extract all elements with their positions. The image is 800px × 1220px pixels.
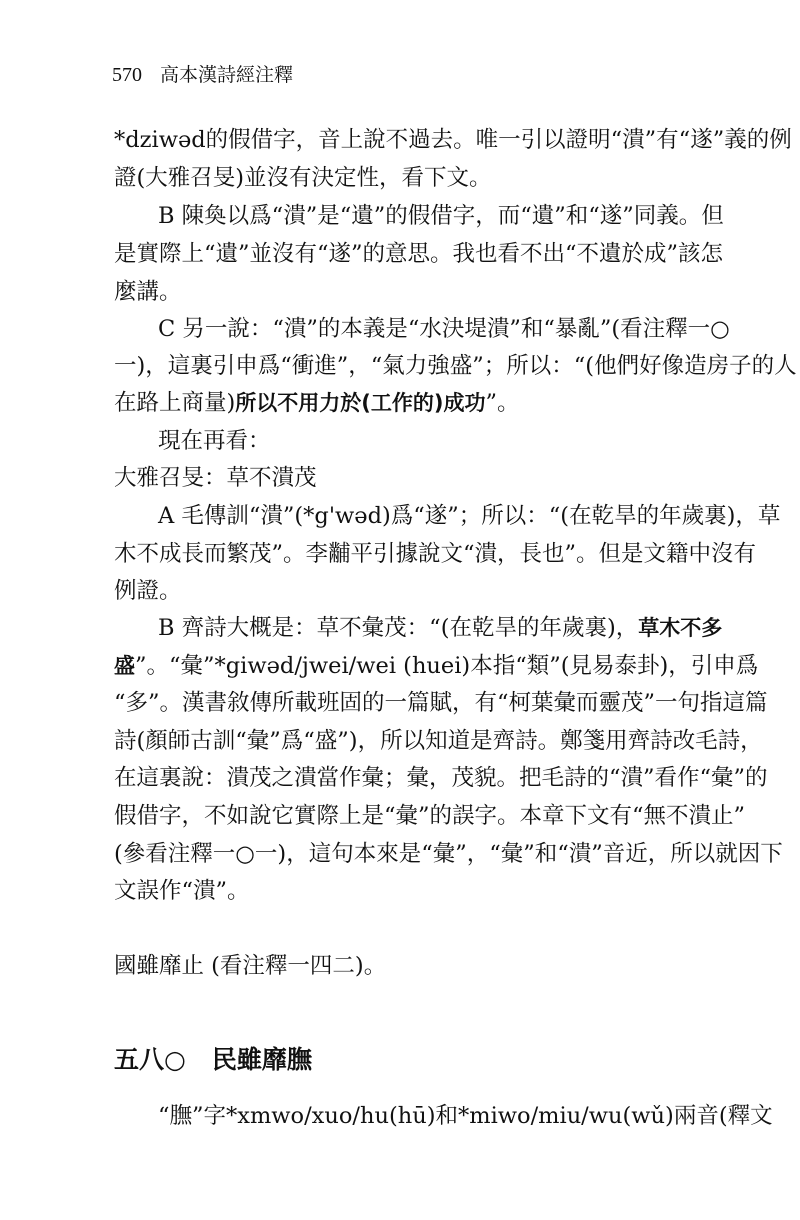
- bold-emphasis: 草木不多: [638, 616, 723, 640]
- book-title: 高本漢詩經注釋: [160, 64, 294, 86]
- text-segment: ”。: [485, 390, 520, 416]
- text-segment: ”。“彙”*giwəd/jwei/wei (huei)本指“類”(見易泰卦)，引申爲: [135, 653, 759, 679]
- text-line: 是實際上“遺”並沒有“遂”的意思。我也看不出“不遺於成”該怎: [114, 241, 724, 267]
- section-heading: [114, 1040, 312, 1076]
- bold-emphasis: 所以不用力於(工作的)成功: [235, 391, 486, 415]
- text-segment: 在路上商量): [114, 390, 236, 416]
- text-line: 例證。: [114, 578, 182, 604]
- text-line: [114, 387, 754, 419]
- text-line: 詩(顏師古訓“彙”爲“盛”)，所以知道是齊詩。鄭箋用齊詩改毛詩，: [114, 728, 763, 754]
- text-line: 假借字，不如說它實際上是“彙”的誤字。本章下文有“無不潰止”: [114, 803, 746, 829]
- text-line: 證(大雅召旻)並沒有決定性，看下文。: [114, 165, 492, 191]
- page-number: 570: [112, 64, 142, 86]
- text-line: 一)，這裏引申爲“衝進”，“氣力強盛”；所以：“(他們好像造房子的人: [114, 353, 797, 379]
- text-line: C 另一說：“潰”的本義是“水決堤潰”和“暴亂”(看注釋一○: [158, 316, 730, 342]
- text-line: (參看注釋一○一)，這句本來是“彙”，“彙”和“潰”音近，所以就因下: [114, 841, 783, 867]
- text-line: “膴”字*xmwo/xuo/hu(hū)和*miwo/miu/wu(wǔ)兩音(釋文: [158, 1103, 773, 1129]
- text-line: A 毛傳訓“潰”(*g'wəd)爲“遂”；所以：“(在乾旱的年歲裏)，草: [158, 503, 781, 529]
- text-line: 麼講。: [114, 279, 182, 305]
- text-line: 在這裏說：潰茂之潰當作彙；彙，茂貌。把毛詩的“潰”看作“彙”的: [114, 765, 768, 791]
- verse-line: 國雖靡止 (看注釋一四二)。: [114, 953, 387, 979]
- text-line: 木不成長而繁茂”。李黼平引據說文“潰，長也”。但是文籍中沒有: [114, 541, 757, 567]
- section-number: 五八○: [114, 1045, 186, 1074]
- section-title: 民雖靡膴: [211, 1045, 312, 1074]
- text-line: 大雅召旻：草不潰茂: [114, 465, 317, 491]
- text-line: B 陳奐以爲“潰”是“遺”的假借字，而“遺”和“遂”同義。但: [158, 203, 724, 229]
- bold-emphasis: 盛: [114, 654, 135, 678]
- text-line: *dziwəd的假借字，音上說不過去。唯一引以證明“潰”有“遂”義的例: [114, 127, 792, 153]
- text-line: 文誤作“潰”。: [114, 878, 250, 904]
- text-line: “多”。漢書敘傳所載班固的一篇賦，有“柯葉彙而靈茂”一句指這篇: [114, 690, 768, 716]
- text-line: [158, 612, 798, 644]
- text-line: [114, 650, 759, 682]
- text-line: 現在再看：: [158, 428, 271, 454]
- page-header: [112, 60, 293, 87]
- text-segment: B 齊詩大概是：草不彙茂：“(在乾旱的年歲裏)，: [158, 615, 639, 641]
